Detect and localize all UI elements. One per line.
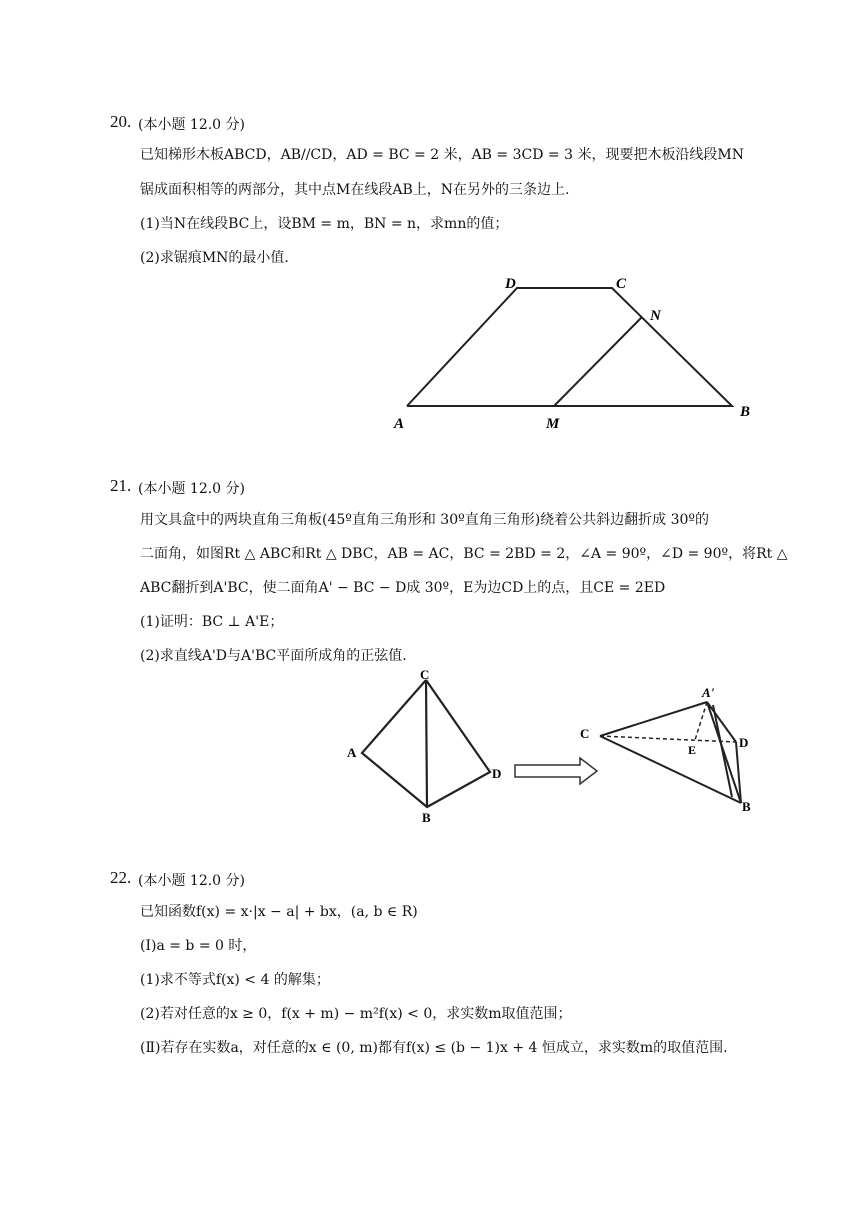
label-n: N <box>650 308 661 324</box>
problem-text-line: ABC翻折到A'BC，使二面角A' − BC − D成 30º，E为边CD上的点，且CE = 2ED <box>140 580 666 596</box>
triangle-fold-figure <box>340 665 770 835</box>
dashed-a2e <box>695 702 707 740</box>
edge-ca2 <box>600 702 707 736</box>
problem-number: 21. <box>110 476 132 495</box>
problem-text-line: (2)求锯痕MN的最小值. <box>140 250 289 266</box>
label-c-left: C <box>420 667 430 682</box>
label-e: E <box>688 743 697 757</box>
edge-a2d-inner <box>713 705 732 797</box>
trapezoid-figure <box>380 270 770 440</box>
label-d-left: D <box>492 766 502 781</box>
problem-text-line: (2)若对任意的x ≥ 0，f(x + m) − m²f(x) < 0，求实数m取值范围； <box>140 1006 572 1022</box>
problem-text-line: 用文具盒中的两块直角三角板(45º直角三角形和 30º直角三角形)绕着公共斜边翻折成 30º的 <box>140 512 710 528</box>
problem-text-line: (Ⅱ)若存在实数a，对任意的x ∈ (0, m)都有f(x) ≤ (b − 1)x + 4 恒成立，求实数m的取值范围. <box>140 1040 728 1056</box>
problem-header: (本小题 12.0 分) <box>138 117 245 133</box>
problem-text-line: 已知函数f(x) = x·|x − a| + bx，(a, b ∈ R) <box>140 904 418 920</box>
segment-mn <box>554 317 642 406</box>
problem-text-line: (1)证明：BC ⊥ A'E； <box>140 614 284 630</box>
label-c-right: C <box>580 726 590 741</box>
trapezoid-outline <box>407 288 732 406</box>
label-b-right: B <box>742 799 751 814</box>
label-m: M <box>546 416 560 432</box>
label-d-right: D <box>739 735 749 750</box>
label-a-left: A <box>347 745 357 760</box>
label-a: A <box>394 416 405 432</box>
dashed-cd <box>600 736 736 742</box>
problem-number: 22. <box>110 868 132 887</box>
diagonal-bc <box>426 680 427 807</box>
problem-text-line: 二面角，如图Rt △ ABC和Rt △ DBC，AB = AC，BC = 2BD = 2，∠A = 90º，∠D = 90º，将Rt △ <box>140 546 788 562</box>
problem-text-line: (Ⅰ)a = b = 0 时， <box>140 938 257 954</box>
problem-text-line: (2)求直线A'D与A'BC平面所成角的正弦值. <box>140 648 407 664</box>
edge-a2d <box>707 702 736 742</box>
label-b-left: B <box>422 810 431 825</box>
label-b: B <box>740 404 751 420</box>
edge-cb <box>600 736 741 803</box>
problem-header: (本小题 12.0 分) <box>138 873 245 889</box>
problem-number: 20. <box>110 112 132 131</box>
right-arrow-icon <box>515 758 597 784</box>
problem-text-line: 锯成面积相等的两部分，其中点M在线段AB上，N在另外的三条边上. <box>140 182 570 198</box>
label-d: D <box>505 276 516 292</box>
problem-text-line: 已知梯形木板ABCD，AB//CD，AD = BC = 2 米，AB = 3CD = 3 米，现要把木板沿线段MN <box>140 147 745 163</box>
problem-text-line: (1)当N在线段BC上，设BM = m，BN = n，求mn的值； <box>140 216 509 232</box>
problem-text-line: (1)求不等式f(x) < 4 的解集； <box>140 972 330 988</box>
problem-header: (本小题 12.0 分) <box>138 481 245 497</box>
label-c: C <box>616 276 627 292</box>
label-a-prime: A' <box>702 685 715 700</box>
